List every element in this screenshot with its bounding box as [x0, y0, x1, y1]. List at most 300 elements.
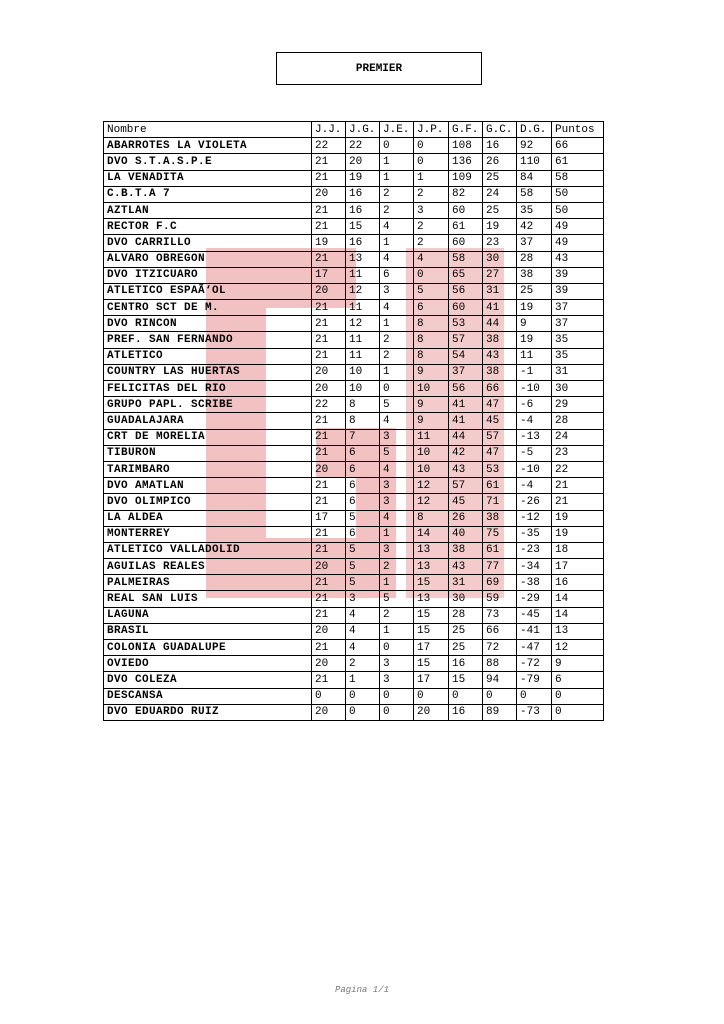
- stat-cell: -12: [517, 510, 552, 526]
- stat-cell: 16: [346, 235, 380, 251]
- stat-cell: 3: [380, 478, 414, 494]
- stat-cell: 35: [552, 348, 604, 364]
- stat-cell: 6: [346, 461, 380, 477]
- stat-cell: 28: [449, 607, 483, 623]
- stat-cell: 0: [346, 704, 380, 720]
- team-name-cell: DVO AMATLAN: [104, 478, 312, 494]
- stat-cell: 0: [380, 381, 414, 397]
- stat-cell: -26: [517, 494, 552, 510]
- stat-cell: 20: [312, 283, 346, 299]
- stat-cell: 4: [346, 607, 380, 623]
- stat-cell: 41: [449, 397, 483, 413]
- stat-cell: 14: [552, 607, 604, 623]
- stat-cell: 20: [346, 154, 380, 170]
- stat-cell: 6: [414, 300, 449, 316]
- stat-cell: 5: [380, 397, 414, 413]
- team-name-cell: AZTLAN: [104, 202, 312, 218]
- stat-cell: 61: [483, 478, 517, 494]
- team-name-cell: AGUILAS REALES: [104, 559, 312, 575]
- stat-cell: 0: [517, 688, 552, 704]
- stat-cell: 42: [449, 445, 483, 461]
- stat-cell: 88: [483, 656, 517, 672]
- stat-cell: 61: [483, 542, 517, 558]
- stat-cell: 10: [346, 364, 380, 380]
- stat-cell: 21: [312, 202, 346, 218]
- team-name-cell: MONTERREY: [104, 526, 312, 542]
- stat-cell: 5: [346, 575, 380, 591]
- stat-cell: 24: [552, 429, 604, 445]
- table-row: [104, 283, 604, 299]
- stat-cell: 4: [380, 510, 414, 526]
- stat-cell: 19: [552, 526, 604, 542]
- table-row: [104, 154, 604, 170]
- stat-cell: 2: [414, 186, 449, 202]
- stat-cell: 39: [552, 283, 604, 299]
- stat-cell: 24: [483, 186, 517, 202]
- stat-cell: 0: [414, 267, 449, 283]
- stat-cell: 6: [346, 445, 380, 461]
- standings-table: [103, 121, 604, 721]
- stat-cell: 44: [449, 429, 483, 445]
- stat-cell: 16: [449, 704, 483, 720]
- table-row: [104, 202, 604, 218]
- stat-cell: 22: [552, 461, 604, 477]
- table-row: [104, 267, 604, 283]
- stat-cell: 8: [346, 397, 380, 413]
- stat-cell: 21: [312, 332, 346, 348]
- stat-cell: 84: [517, 170, 552, 186]
- stat-cell: 6: [346, 494, 380, 510]
- stat-cell: 0: [380, 138, 414, 154]
- team-name-cell: DVO OLIMPICO: [104, 494, 312, 510]
- stat-cell: 53: [483, 461, 517, 477]
- table-row: [104, 656, 604, 672]
- stat-cell: 3: [380, 656, 414, 672]
- stat-cell: 5: [346, 542, 380, 558]
- stat-cell: 3: [414, 202, 449, 218]
- table-row: [104, 688, 604, 704]
- stat-cell: 109: [449, 170, 483, 186]
- table-row: [104, 332, 604, 348]
- stat-cell: 108: [449, 138, 483, 154]
- stat-cell: 72: [483, 640, 517, 656]
- stat-cell: 37: [517, 235, 552, 251]
- stat-cell: 8: [414, 316, 449, 332]
- column-header: D.G.: [517, 122, 552, 138]
- stat-cell: 136: [449, 154, 483, 170]
- stat-cell: 30: [552, 381, 604, 397]
- table-row: [104, 575, 604, 591]
- stat-cell: 4: [346, 640, 380, 656]
- stat-cell: 31: [483, 283, 517, 299]
- stat-cell: 20: [312, 364, 346, 380]
- stat-cell: 11: [517, 348, 552, 364]
- stat-cell: 43: [449, 461, 483, 477]
- stat-cell: 21: [312, 219, 346, 235]
- stat-cell: 1: [346, 672, 380, 688]
- stat-cell: 41: [449, 413, 483, 429]
- table-row: [104, 591, 604, 607]
- stat-cell: 0: [552, 704, 604, 720]
- stat-cell: 89: [483, 704, 517, 720]
- stat-cell: 17: [414, 672, 449, 688]
- stat-cell: 50: [552, 186, 604, 202]
- stat-cell: 31: [449, 575, 483, 591]
- stat-cell: 75: [483, 526, 517, 542]
- stat-cell: 15: [414, 607, 449, 623]
- stat-cell: -47: [517, 640, 552, 656]
- team-name-cell: ATLETICO VALLADOLID: [104, 542, 312, 558]
- stat-cell: 21: [312, 251, 346, 267]
- stat-cell: 6: [380, 267, 414, 283]
- stat-cell: -6: [517, 397, 552, 413]
- stat-cell: 21: [312, 672, 346, 688]
- stat-cell: 4: [380, 219, 414, 235]
- team-name-cell: DVO RINCON: [104, 316, 312, 332]
- stat-cell: 13: [414, 559, 449, 575]
- stat-cell: 28: [517, 251, 552, 267]
- stat-cell: -35: [517, 526, 552, 542]
- stat-cell: 11: [346, 348, 380, 364]
- stat-cell: 4: [380, 251, 414, 267]
- table-row: [104, 300, 604, 316]
- stat-cell: -4: [517, 478, 552, 494]
- team-name-cell: PALMEIRAS: [104, 575, 312, 591]
- stat-cell: 58: [449, 251, 483, 267]
- stat-cell: 2: [380, 202, 414, 218]
- stat-cell: 94: [483, 672, 517, 688]
- stat-cell: 20: [312, 186, 346, 202]
- stat-cell: 8: [414, 510, 449, 526]
- stat-cell: 0: [552, 688, 604, 704]
- stat-cell: 22: [312, 397, 346, 413]
- stat-cell: -41: [517, 623, 552, 639]
- stat-cell: 0: [346, 688, 380, 704]
- stat-cell: 1: [380, 623, 414, 639]
- table-row: [104, 704, 604, 720]
- team-name-cell: TARIMBARO: [104, 461, 312, 477]
- stat-cell: -10: [517, 381, 552, 397]
- stat-cell: 110: [517, 154, 552, 170]
- stat-cell: -10: [517, 461, 552, 477]
- stat-cell: 61: [552, 154, 604, 170]
- stat-cell: 21: [312, 494, 346, 510]
- stat-cell: 2: [414, 235, 449, 251]
- stat-cell: 43: [552, 251, 604, 267]
- table-row: [104, 607, 604, 623]
- stat-cell: 25: [449, 640, 483, 656]
- stat-cell: 10: [414, 445, 449, 461]
- table-row: [104, 235, 604, 251]
- stat-cell: 66: [552, 138, 604, 154]
- stat-cell: 13: [346, 251, 380, 267]
- stat-cell: 66: [483, 623, 517, 639]
- stat-cell: 14: [414, 526, 449, 542]
- stat-cell: 9: [414, 364, 449, 380]
- stat-cell: 20: [312, 461, 346, 477]
- stat-cell: 20: [414, 704, 449, 720]
- stat-cell: 8: [346, 413, 380, 429]
- stat-cell: 57: [449, 332, 483, 348]
- team-name-cell: ATLETICO: [104, 348, 312, 364]
- stat-cell: 0: [414, 154, 449, 170]
- stat-cell: 69: [483, 575, 517, 591]
- stat-cell: 12: [346, 316, 380, 332]
- stat-cell: 17: [414, 640, 449, 656]
- stat-cell: 41: [483, 300, 517, 316]
- stat-cell: 27: [483, 267, 517, 283]
- stat-cell: 20: [312, 656, 346, 672]
- stat-cell: 21: [312, 640, 346, 656]
- stat-cell: 6: [346, 526, 380, 542]
- column-header: Puntos: [552, 122, 604, 138]
- stat-cell: 19: [346, 170, 380, 186]
- stat-cell: 49: [552, 235, 604, 251]
- table-row: [104, 461, 604, 477]
- stat-cell: -79: [517, 672, 552, 688]
- stat-cell: 4: [346, 623, 380, 639]
- table-header-row: [104, 122, 604, 138]
- stat-cell: 21: [312, 526, 346, 542]
- stat-cell: 21: [312, 300, 346, 316]
- stat-cell: 21: [312, 348, 346, 364]
- stat-cell: 20: [312, 704, 346, 720]
- stat-cell: 25: [483, 170, 517, 186]
- team-name-cell: CRT DE MORELIA: [104, 429, 312, 445]
- stat-cell: 58: [517, 186, 552, 202]
- stat-cell: 9: [552, 656, 604, 672]
- stat-cell: 73: [483, 607, 517, 623]
- stat-cell: 26: [483, 154, 517, 170]
- stat-cell: 15: [414, 575, 449, 591]
- team-name-cell: LA VENADITA: [104, 170, 312, 186]
- stat-cell: 60: [449, 300, 483, 316]
- team-name-cell: LA ALDEA: [104, 510, 312, 526]
- stat-cell: 7: [346, 429, 380, 445]
- stat-cell: 1: [380, 526, 414, 542]
- column-header: G.F.: [449, 122, 483, 138]
- stat-cell: 21: [312, 413, 346, 429]
- stat-cell: -1: [517, 364, 552, 380]
- stat-cell: 82: [449, 186, 483, 202]
- stat-cell: 2: [380, 348, 414, 364]
- stat-cell: 5: [380, 591, 414, 607]
- table-row: [104, 445, 604, 461]
- stat-cell: 38: [483, 364, 517, 380]
- stat-cell: 15: [449, 672, 483, 688]
- stat-cell: 49: [552, 219, 604, 235]
- stat-cell: 21: [312, 478, 346, 494]
- stat-cell: 25: [483, 202, 517, 218]
- stat-cell: 5: [414, 283, 449, 299]
- table-row: [104, 494, 604, 510]
- stat-cell: 21: [552, 494, 604, 510]
- stat-cell: 2: [380, 332, 414, 348]
- stat-cell: 17: [312, 267, 346, 283]
- team-name-cell: BRASIL: [104, 623, 312, 639]
- stat-cell: 12: [346, 283, 380, 299]
- stat-cell: 19: [312, 235, 346, 251]
- team-name-cell: DVO COLEZA: [104, 672, 312, 688]
- team-name-cell: GUADALAJARA: [104, 413, 312, 429]
- stat-cell: 21: [312, 575, 346, 591]
- stat-cell: 21: [312, 607, 346, 623]
- stat-cell: -4: [517, 413, 552, 429]
- stat-cell: 0: [414, 138, 449, 154]
- table-row: [104, 138, 604, 154]
- table-row: [104, 348, 604, 364]
- stat-cell: 53: [449, 316, 483, 332]
- stat-cell: 66: [483, 381, 517, 397]
- stat-cell: 20: [312, 559, 346, 575]
- team-name-cell: DVO ITZICUARO: [104, 267, 312, 283]
- stat-cell: 58: [552, 170, 604, 186]
- stat-cell: 50: [552, 202, 604, 218]
- stat-cell: 59: [483, 591, 517, 607]
- column-header: J.J.: [312, 122, 346, 138]
- column-header: J.G.: [346, 122, 380, 138]
- stat-cell: 3: [346, 591, 380, 607]
- stat-cell: 2: [380, 559, 414, 575]
- team-name-cell: DESCANSA: [104, 688, 312, 704]
- stat-cell: 3: [380, 672, 414, 688]
- table-row: [104, 186, 604, 202]
- team-name-cell: OVIEDO: [104, 656, 312, 672]
- table-row: [104, 251, 604, 267]
- stat-cell: 19: [517, 332, 552, 348]
- stat-cell: 28: [552, 413, 604, 429]
- stat-cell: 2: [414, 219, 449, 235]
- stat-cell: 30: [483, 251, 517, 267]
- stat-cell: -23: [517, 542, 552, 558]
- stat-cell: 38: [483, 332, 517, 348]
- stat-cell: 18: [552, 542, 604, 558]
- stat-cell: 22: [312, 138, 346, 154]
- stat-cell: 23: [483, 235, 517, 251]
- stat-cell: 4: [380, 461, 414, 477]
- team-name-cell: ATLETICO ESPAÃ‘OL: [104, 283, 312, 299]
- stat-cell: 92: [517, 138, 552, 154]
- stat-cell: 0: [312, 688, 346, 704]
- stat-cell: 15: [346, 219, 380, 235]
- stat-cell: 21: [312, 170, 346, 186]
- column-header: J.P.: [414, 122, 449, 138]
- stat-cell: 19: [552, 510, 604, 526]
- table-row: [104, 364, 604, 380]
- table-row: [104, 397, 604, 413]
- stat-cell: 37: [552, 316, 604, 332]
- stat-cell: 6: [346, 478, 380, 494]
- stat-cell: 47: [483, 397, 517, 413]
- stat-cell: 23: [552, 445, 604, 461]
- table-row: [104, 672, 604, 688]
- stat-cell: 21: [312, 445, 346, 461]
- stat-cell: -38: [517, 575, 552, 591]
- team-name-cell: CENTRO SCT DE M.: [104, 300, 312, 316]
- stat-cell: 13: [414, 591, 449, 607]
- stat-cell: 1: [380, 154, 414, 170]
- stat-cell: 56: [449, 381, 483, 397]
- stat-cell: 10: [414, 461, 449, 477]
- stat-cell: 11: [414, 429, 449, 445]
- stat-cell: 29: [552, 397, 604, 413]
- stat-cell: 37: [449, 364, 483, 380]
- stat-cell: 16: [483, 138, 517, 154]
- stat-cell: 1: [414, 170, 449, 186]
- stat-cell: 9: [414, 397, 449, 413]
- stat-cell: 44: [483, 316, 517, 332]
- stat-cell: 11: [346, 300, 380, 316]
- team-name-cell: C.B.T.A 7: [104, 186, 312, 202]
- stat-cell: 4: [380, 300, 414, 316]
- stat-cell: 21: [552, 478, 604, 494]
- stat-cell: 3: [380, 283, 414, 299]
- stat-cell: 60: [449, 235, 483, 251]
- stat-cell: 65: [449, 267, 483, 283]
- stat-cell: -5: [517, 445, 552, 461]
- stat-cell: 1: [380, 364, 414, 380]
- table-row: [104, 559, 604, 575]
- stat-cell: 54: [449, 348, 483, 364]
- stat-cell: 37: [552, 300, 604, 316]
- table-row: [104, 526, 604, 542]
- stat-cell: 0: [380, 640, 414, 656]
- team-name-cell: ABARROTES LA VIOLETA: [104, 138, 312, 154]
- team-name-cell: COLONIA GUADALUPE: [104, 640, 312, 656]
- stat-cell: 10: [414, 381, 449, 397]
- team-name-cell: RECTOR F.C: [104, 219, 312, 235]
- stat-cell: 19: [517, 300, 552, 316]
- stat-cell: 39: [552, 267, 604, 283]
- stat-cell: 2: [346, 656, 380, 672]
- stat-cell: 0: [483, 688, 517, 704]
- stat-cell: 9: [414, 413, 449, 429]
- table-row: [104, 623, 604, 639]
- stat-cell: 57: [483, 429, 517, 445]
- stat-cell: 15: [414, 656, 449, 672]
- team-name-cell: FELICITAS DEL RIO: [104, 381, 312, 397]
- stat-cell: 25: [517, 283, 552, 299]
- page-footer: Pagina 1/1: [334, 985, 389, 995]
- stat-cell: 38: [483, 510, 517, 526]
- stat-cell: 5: [380, 445, 414, 461]
- stat-cell: 10: [346, 381, 380, 397]
- stat-cell: 0: [380, 704, 414, 720]
- stat-cell: 21: [312, 542, 346, 558]
- team-name-cell: DVO EDUARDO RUIZ: [104, 704, 312, 720]
- stat-cell: 16: [449, 656, 483, 672]
- table-row: [104, 542, 604, 558]
- stat-cell: 43: [449, 559, 483, 575]
- stat-cell: 15: [414, 623, 449, 639]
- column-header: G.C.: [483, 122, 517, 138]
- stat-cell: 0: [414, 688, 449, 704]
- team-name-cell: PREF. SAN FERNANDO: [104, 332, 312, 348]
- table-row: [104, 429, 604, 445]
- table-row: [104, 413, 604, 429]
- stat-cell: 26: [449, 510, 483, 526]
- page-title: PREMIER: [276, 52, 482, 85]
- stat-cell: 31: [552, 364, 604, 380]
- stat-cell: 12: [552, 640, 604, 656]
- stat-cell: 8: [414, 348, 449, 364]
- stat-cell: 6: [552, 672, 604, 688]
- stat-cell: 45: [483, 413, 517, 429]
- team-name-cell: GRUPO PAPL. SCRIBE: [104, 397, 312, 413]
- table-row: [104, 316, 604, 332]
- stat-cell: 1: [380, 316, 414, 332]
- stat-cell: 22: [346, 138, 380, 154]
